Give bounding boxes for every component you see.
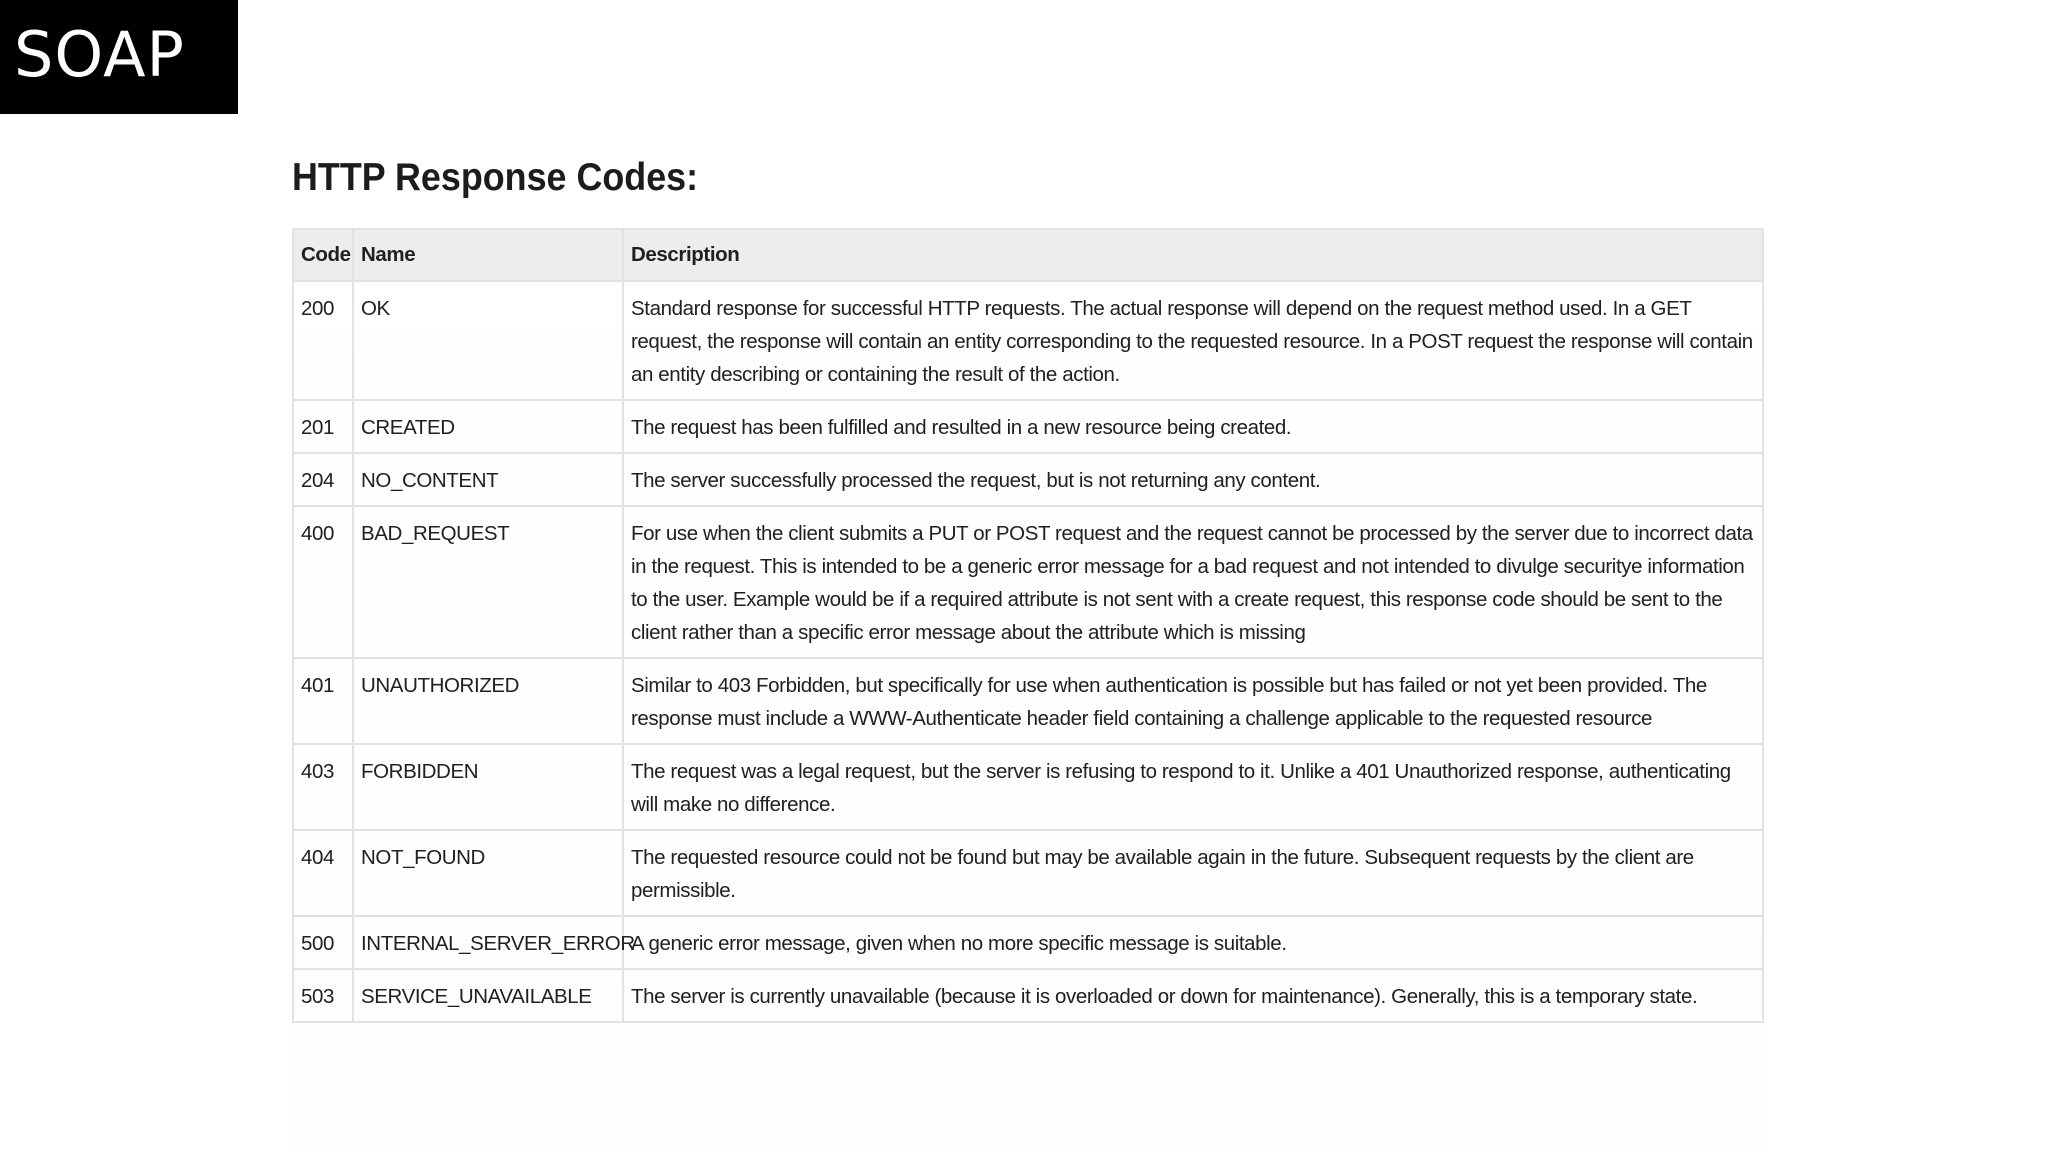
cell-name: FORBIDDEN <box>353 744 623 830</box>
cell-code: 201 <box>293 400 353 453</box>
cell-code: 500 <box>293 916 353 969</box>
cell-name: CREATED <box>353 400 623 453</box>
cell-name: OK <box>353 281 623 400</box>
cell-description: The request has been fulfilled and resulted in a new resource being created. <box>623 400 1763 453</box>
cell-code: 403 <box>293 744 353 830</box>
content-area <box>292 150 1762 1152</box>
cell-name: UNAUTHORIZED <box>353 658 623 744</box>
cell-name: INTERNAL_SERVER_ERROR <box>353 916 623 969</box>
cell-code: 401 <box>293 658 353 744</box>
response-codes-table <box>292 228 1764 1023</box>
table-row <box>293 744 1763 830</box>
cell-description: The server is currently unavailable (because it is overloaded or down for maintenance). Generally, this is a temporary state. <box>623 969 1763 1022</box>
table-row <box>293 281 1763 400</box>
table-row <box>293 658 1763 744</box>
cell-code: 200 <box>293 281 353 400</box>
table-row <box>293 453 1763 506</box>
cell-code: 503 <box>293 969 353 1022</box>
table-row <box>293 830 1763 916</box>
cell-code: 204 <box>293 453 353 506</box>
slide-title: SOAP <box>0 0 238 114</box>
cell-description: Standard response for successful HTTP requests. The actual response will depend on the request method used. In a GET request, the response will contain an entity corresponding to the requested resource. In a POST request the response will contain an entity describing or containing the result of the action. <box>623 281 1763 400</box>
table-row <box>293 400 1763 453</box>
cell-description: The request was a legal request, but the server is refusing to respond to it. Unlike a 401 Unauthorized response, authenticating will make no difference. <box>623 744 1763 830</box>
table-header-row <box>293 229 1763 281</box>
cell-code: 400 <box>293 506 353 658</box>
cell-name: BAD_REQUEST <box>353 506 623 658</box>
cell-name: NOT_FOUND <box>353 830 623 916</box>
cell-name: SERVICE_UNAVAILABLE <box>353 969 623 1022</box>
cell-code: 404 <box>293 830 353 916</box>
column-header-name: Name <box>353 229 623 281</box>
table-row <box>293 916 1763 969</box>
cell-description: Similar to 403 Forbidden, but specifically for use when authentication is possible but has failed or not yet been provided. The response must include a WWW-Authenticate header field containing a challenge applicable to the requested resource <box>623 658 1763 744</box>
column-header-code: Code <box>293 229 353 281</box>
cell-name: NO_CONTENT <box>353 453 623 506</box>
table-row <box>293 969 1763 1022</box>
table-row <box>293 506 1763 658</box>
cell-description: The requested resource could not be found but may be available again in the future. Subsequent requests by the client are permissible. <box>623 830 1763 916</box>
cell-description: The server successfully processed the request, but is not returning any content. <box>623 453 1763 506</box>
cell-description: A generic error message, given when no more specific message is suitable. <box>623 916 1763 969</box>
cell-description: For use when the client submits a PUT or POST request and the request cannot be processed by the server due to incorrect data in the request. This is intended to be a generic error message for a bad request and not intended to divulge securitye information to the user. Example would be if a required attribute is not sent with a create request, this response code should be sent to the client rather than a specific error message about the attribute which is missing <box>623 506 1763 658</box>
page-heading: HTTP Response Codes: <box>292 156 699 199</box>
column-header-description: Description <box>623 229 1763 281</box>
